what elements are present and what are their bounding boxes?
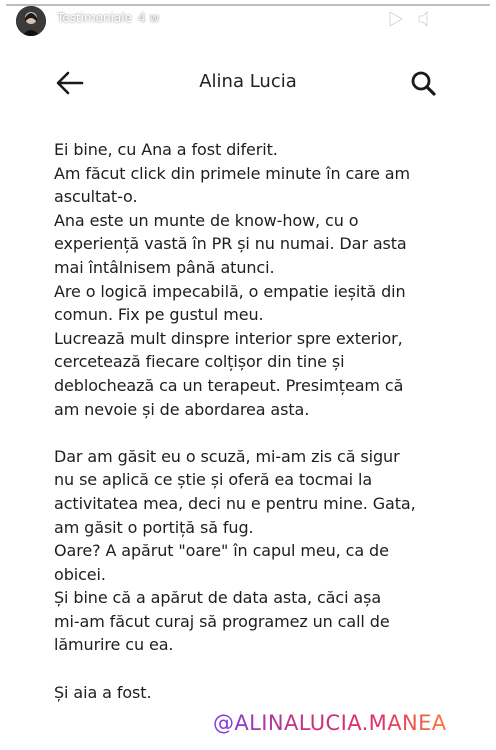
search-icon[interactable] — [408, 68, 438, 98]
text-line: cercetează fiecare colțișor din tine și — [54, 352, 345, 372]
mention-sticker-text[interactable] — [213, 708, 483, 738]
text-line: lămurire cu ea. — [54, 635, 174, 655]
text-line: experiență vastă în PR și nu numai. Dar asta — [54, 234, 407, 254]
avatar[interactable] — [16, 6, 46, 36]
text-line: Ei bine, cu Ana a fost diferit. — [54, 140, 278, 159]
paragraph-gap — [54, 657, 454, 681]
text-line: Lucrează mult dinspre interior spre exterior, — [54, 328, 403, 348]
profile-header — [0, 63, 496, 103]
text-line: mai întâlnisem până atunci. — [54, 257, 275, 277]
mention-sticker[interactable] — [213, 708, 483, 743]
story-time-ago: 4 w — [138, 11, 160, 25]
text-line: activitatea mea, deci nu e pentru mine. Gata, — [54, 493, 416, 513]
story-topbar — [0, 0, 496, 40]
mention-handle[interactable]: @ALINALUCIA.MANEA — [213, 711, 447, 735]
text-line: mi-am făcut curaj să programez un call de — [54, 611, 390, 631]
text-line: Și bine că a apărut de data asta, căci așa — [54, 588, 382, 608]
text-line: Ana este un munte de know-how, cu o — [54, 210, 359, 230]
text-line: am nevoie și de abordarea asta. — [54, 399, 310, 419]
story-account[interactable] — [57, 11, 159, 25]
text-line: deblochează ca un terapeut. Presimțeam că — [54, 375, 404, 395]
mute-icon[interactable] — [416, 10, 438, 28]
paragraph-gap — [54, 421, 454, 445]
text-line: comun. Fix pe gustul meu. — [54, 305, 264, 325]
more-icon[interactable] — [450, 10, 472, 28]
text-line: Și aia a fost. — [54, 682, 152, 702]
testimonial-text — [54, 138, 454, 704]
text-line: Am făcut click din primele minute în care am — [54, 163, 410, 183]
page-title: Alina Lucia — [199, 71, 297, 92]
text-line: nu se aplică ce știe și oferă ea tocmai la — [54, 470, 373, 490]
text-line: Are o logică impecabilă, o empatie ieșită din — [54, 281, 406, 301]
text-line: ascultat-o. — [54, 187, 138, 207]
text-line: Dar am găsit eu o scuză, mi-am zis că sigur — [54, 446, 400, 466]
text-line: am găsit o portiță să fug. — [54, 517, 254, 537]
account-name[interactable]: Testimoniale — [57, 11, 133, 25]
text-line: Oare? A apărut "oare" în capul meu, ca de — [54, 541, 389, 561]
play-icon[interactable] — [384, 10, 406, 28]
text-line: obicei. — [54, 564, 106, 584]
